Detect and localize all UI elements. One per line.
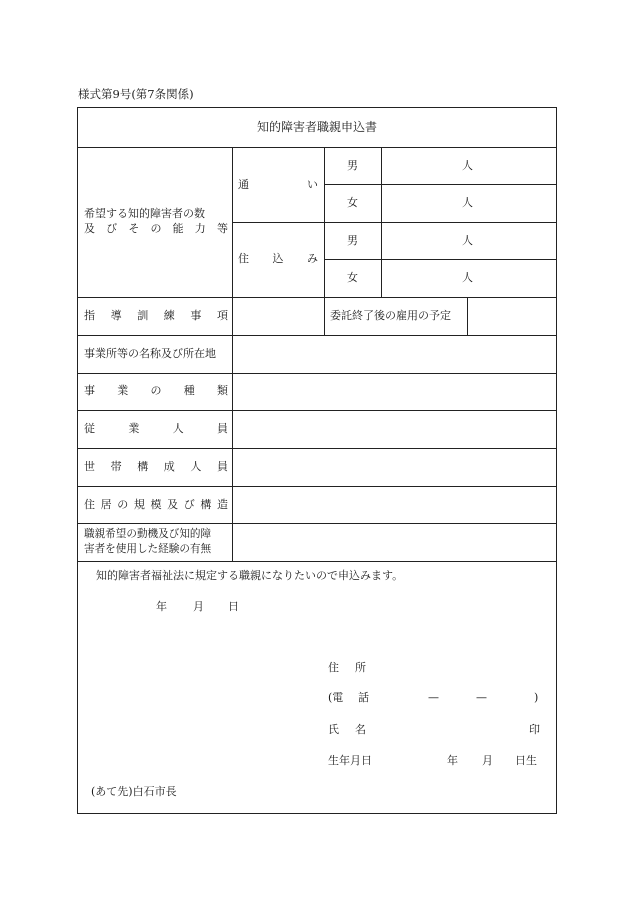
- rule-employment-col: [467, 297, 468, 335]
- commute-label: 通 い: [238, 178, 318, 191]
- live-in-male-label: 男: [347, 234, 358, 247]
- commute-male-label: 男: [347, 159, 358, 172]
- phone-label: 話: [358, 691, 369, 704]
- applicant-address-label: 住 所: [328, 661, 366, 674]
- birth-day[interactable]: 日生: [515, 754, 537, 767]
- form-title: 知的障害者職親申込書: [256, 120, 377, 134]
- rule-label-col: [232, 147, 233, 561]
- form-number: 様式第9号(第7条関係): [78, 87, 194, 101]
- applicant-name-label: 氏 名: [328, 723, 366, 736]
- rule-employees-bottom: [78, 448, 556, 449]
- application-form-table: [77, 107, 557, 814]
- post-contract-employment-label: 委託終了後の雇用の予定: [330, 309, 451, 322]
- residence-label: 住 居 の 規 模 及 び 構 造: [84, 498, 228, 511]
- household-members-label: 世 帯 構 成 人 員: [84, 460, 228, 473]
- expected-workers-label-line1: 希望する知的障害者の数: [84, 207, 205, 220]
- birthdate-label: 生年月日: [328, 754, 372, 767]
- declaration-text: 知的障害者福祉法に規定する職親になりたいので申込みます。: [96, 569, 404, 582]
- commute-female-unit[interactable]: 人: [462, 196, 473, 209]
- live-in-female-label: 女: [347, 271, 358, 284]
- rule-household-bottom: [78, 486, 556, 487]
- rule-motivation-bottom: [78, 561, 556, 562]
- live-in-male-unit[interactable]: 人: [462, 234, 473, 247]
- training-items-label: 指 導 訓 練 事 項: [84, 309, 228, 322]
- expected-workers-label-line2: 及 び そ の 能 力 等: [84, 222, 228, 235]
- commute-male-unit[interactable]: 人: [462, 159, 473, 172]
- commute-female-label: 女: [347, 196, 358, 209]
- phone-open: (電: [328, 691, 344, 704]
- date-day[interactable]: 日: [228, 600, 239, 613]
- rule-business-bottom: [78, 373, 556, 374]
- phone-close: ): [534, 691, 539, 704]
- employees-label: 従 業 人 員: [84, 422, 228, 435]
- seal-mark[interactable]: 印: [529, 723, 540, 736]
- motivation-label-line1: 職親希望の動機及び知的障: [84, 528, 212, 540]
- live-in-label: 住 込 み: [238, 252, 318, 265]
- phone-dash-2[interactable]: —: [476, 691, 487, 704]
- live-in-female-unit[interactable]: 人: [462, 271, 473, 284]
- rule-type-bottom: [78, 410, 556, 411]
- rule-residence-bottom: [78, 523, 556, 524]
- rule-gender-col: [381, 147, 382, 297]
- phone-dash-1[interactable]: —: [428, 691, 439, 704]
- rule-training-bottom: [78, 335, 556, 336]
- rule-title-bottom: [78, 147, 556, 148]
- rule-type-col: [324, 147, 325, 335]
- rule-commute-mid: [324, 184, 556, 185]
- birth-month[interactable]: 月: [482, 754, 493, 767]
- business-type-label: 事 業 の 種 類: [84, 384, 228, 397]
- addressee: (あて先)白石市長: [91, 785, 177, 798]
- business-name-address-label: 事業所等の名称及び所在地: [84, 347, 216, 360]
- date-month[interactable]: 月: [193, 600, 204, 613]
- rule-commute-bottom: [232, 222, 556, 223]
- birth-year[interactable]: 年: [447, 754, 458, 767]
- date-year[interactable]: 年: [156, 600, 167, 613]
- rule-workers-bottom: [78, 297, 556, 298]
- rule-livein-mid: [324, 259, 556, 260]
- motivation-label-line2: 害者を使用した経験の有無: [84, 543, 212, 555]
